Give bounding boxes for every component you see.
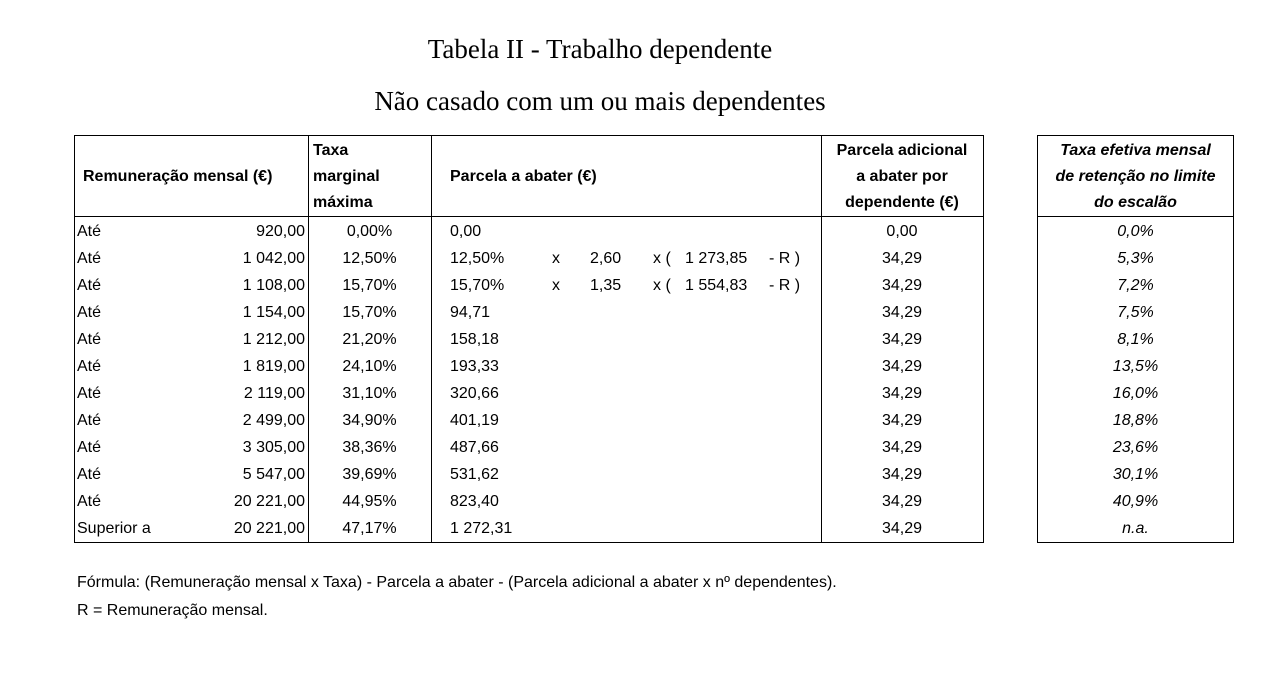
row-parcela: 401,19 bbox=[450, 412, 499, 429]
row-adicional: 34,29 bbox=[881, 385, 923, 402]
row-adicional: 34,29 bbox=[881, 277, 923, 294]
row-amount: 20 221,00 bbox=[233, 493, 305, 510]
page-subtitle: Não casado com um ou mais dependentes bbox=[374, 86, 826, 116]
row-parcela: 12,50% bbox=[450, 250, 505, 267]
header-efetiva-line1: Taxa efetiva mensal bbox=[1060, 142, 1211, 159]
row-marginal-rate: 21,20% bbox=[342, 331, 397, 348]
row-adicional: 34,29 bbox=[881, 331, 923, 348]
row-marginal-rate: 12,50% bbox=[342, 250, 397, 267]
row-marginal-rate: 44,95% bbox=[342, 493, 397, 510]
row-adicional: 34,29 bbox=[881, 304, 923, 321]
row-marginal-rate: 15,70% bbox=[342, 304, 397, 321]
header-remuneracao: Remuneração mensal (€) bbox=[83, 168, 273, 185]
header-adicional-line2: a abater por bbox=[856, 168, 948, 185]
formula-open: x ( bbox=[653, 250, 671, 267]
row-marginal-rate: 47,17% bbox=[342, 520, 397, 537]
header-efetiva-line3: do escalão bbox=[1094, 194, 1177, 211]
row-marginal-rate: 38,36% bbox=[342, 439, 397, 456]
row-amount: 920,00 bbox=[256, 223, 305, 240]
header-taxa-line3: máxima bbox=[313, 194, 373, 211]
header-divider bbox=[1038, 216, 1233, 217]
row-parcela: 15,70% bbox=[450, 277, 505, 294]
formula-base: 1 554,83 bbox=[685, 277, 748, 294]
row-effective-rate: 23,6% bbox=[1112, 439, 1159, 456]
row-label: Até bbox=[77, 412, 102, 429]
withholding-table bbox=[74, 135, 984, 543]
page-title: Tabela II - Trabalho dependente bbox=[427, 34, 773, 64]
row-adicional: 34,29 bbox=[881, 520, 923, 537]
formula-factor: 2,60 bbox=[590, 250, 622, 267]
row-adicional: 34,29 bbox=[881, 493, 923, 510]
header-efetiva-line2: de retenção no limite bbox=[1055, 168, 1216, 185]
header-divider bbox=[75, 216, 983, 217]
row-amount: 5 547,00 bbox=[242, 466, 305, 483]
row-adicional: 34,29 bbox=[881, 466, 923, 483]
row-adicional: 34,29 bbox=[881, 250, 923, 267]
row-label: Até bbox=[77, 493, 102, 510]
row-adicional: 34,29 bbox=[881, 439, 923, 456]
header-adicional-line3: dependente (€) bbox=[845, 194, 959, 211]
row-marginal-rate: 39,69% bbox=[342, 466, 397, 483]
row-effective-rate: 30,1% bbox=[1112, 466, 1159, 483]
effective-rate-table bbox=[1037, 135, 1234, 543]
header-adicional-line1: Parcela adicional bbox=[836, 142, 968, 159]
row-label: Até bbox=[77, 358, 102, 375]
row-amount: 20 221,00 bbox=[233, 520, 305, 537]
formula-note: Fórmula: (Remuneração mensal x Taxa) - Parcela a abater - (Parcela adicional a abater x nº dependentes). bbox=[77, 574, 837, 591]
row-parcela: 1 272,31 bbox=[450, 520, 513, 537]
row-amount: 2 499,00 bbox=[242, 412, 305, 429]
row-effective-rate: 13,5% bbox=[1112, 358, 1159, 375]
header-taxa-line1: Taxa bbox=[313, 142, 349, 159]
header-parcela: Parcela a abater (€) bbox=[450, 168, 597, 185]
row-effective-rate: 18,8% bbox=[1112, 412, 1159, 429]
row-adicional: 34,29 bbox=[881, 412, 923, 429]
row-effective-rate: 7,5% bbox=[1117, 304, 1154, 321]
row-marginal-rate: 15,70% bbox=[342, 277, 397, 294]
r-definition-note: R = Remuneração mensal. bbox=[77, 602, 268, 619]
row-effective-rate: 7,2% bbox=[1117, 277, 1154, 294]
formula-minus-r: - R ) bbox=[769, 277, 801, 294]
row-amount: 2 119,00 bbox=[243, 385, 305, 402]
row-amount: 1 212,00 bbox=[242, 331, 305, 348]
row-effective-rate: 0,0% bbox=[1117, 223, 1154, 240]
row-parcela: 0,00 bbox=[450, 223, 482, 240]
row-marginal-rate: 24,10% bbox=[342, 358, 397, 375]
row-label: Superior a bbox=[77, 520, 151, 537]
row-marginal-rate: 0,00% bbox=[346, 223, 393, 240]
row-parcela: 94,71 bbox=[450, 304, 491, 321]
row-marginal-rate: 34,90% bbox=[342, 412, 397, 429]
row-parcela: 531,62 bbox=[450, 466, 499, 483]
row-parcela: 823,40 bbox=[450, 493, 499, 510]
row-parcela: 487,66 bbox=[450, 439, 499, 456]
row-effective-rate: 40,9% bbox=[1112, 493, 1159, 510]
row-marginal-rate: 31,10% bbox=[342, 385, 397, 402]
row-label: Até bbox=[77, 385, 102, 402]
row-label: Até bbox=[77, 331, 102, 348]
row-label: Até bbox=[77, 277, 102, 294]
row-amount: 1 108,00 bbox=[242, 277, 305, 294]
formula-minus-r: - R ) bbox=[769, 250, 801, 267]
row-label: Até bbox=[77, 439, 102, 456]
formula-factor: 1,35 bbox=[590, 277, 622, 294]
row-parcela: 158,18 bbox=[450, 331, 499, 348]
row-label: Até bbox=[77, 223, 102, 240]
row-effective-rate: 5,3% bbox=[1117, 250, 1154, 267]
header-taxa-line2: marginal bbox=[313, 168, 380, 185]
formula-multiply: x bbox=[552, 250, 560, 267]
column-divider bbox=[431, 136, 432, 542]
row-amount: 1 042,00 bbox=[242, 250, 305, 267]
formula-open: x ( bbox=[653, 277, 671, 294]
row-parcela: 193,33 bbox=[450, 358, 499, 375]
row-adicional: 0,00 bbox=[886, 223, 918, 240]
row-amount: 3 305,00 bbox=[242, 439, 305, 456]
formula-base: 1 273,85 bbox=[685, 250, 748, 267]
row-label: Até bbox=[77, 466, 102, 483]
row-parcela: 320,66 bbox=[450, 385, 499, 402]
formula-multiply: x bbox=[552, 277, 560, 294]
row-effective-rate: 16,0% bbox=[1112, 385, 1159, 402]
row-amount: 1 154,00 bbox=[242, 304, 305, 321]
row-amount: 1 819,00 bbox=[242, 358, 305, 375]
row-effective-rate: 8,1% bbox=[1117, 331, 1154, 348]
row-label: Até bbox=[77, 304, 102, 321]
row-effective-rate: n.a. bbox=[1122, 520, 1149, 537]
row-adicional: 34,29 bbox=[881, 358, 923, 375]
row-label: Até bbox=[77, 250, 102, 267]
